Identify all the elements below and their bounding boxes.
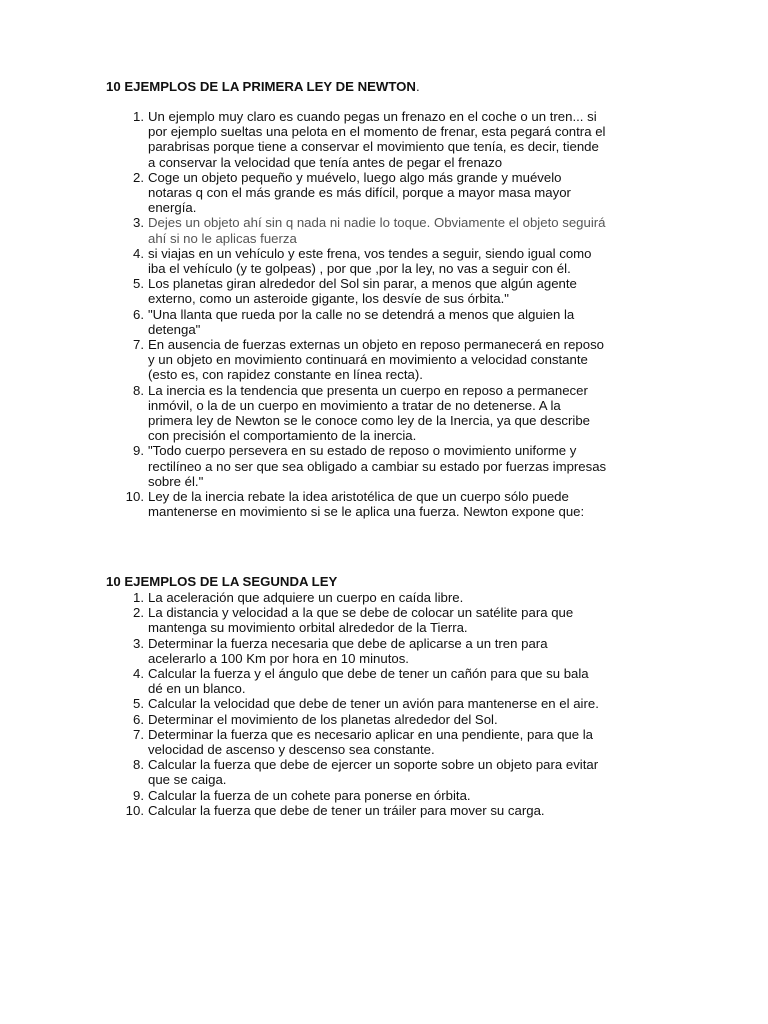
list-item-text — [148, 696, 668, 711]
text-line: a conservar la velocidad que tenía antes de pegar el frenazo — [148, 154, 503, 170]
text-line: En ausencia de fuerzas externas un objeto en reposo permanecerá en reposo — [148, 337, 604, 353]
list-item — [0, 337, 768, 383]
list-item — [0, 696, 768, 711]
list-item — [0, 788, 768, 803]
text-line: externo, como un asteroide gigante, los desvíe de sus órbita." — [148, 291, 509, 307]
list-item — [0, 727, 768, 757]
text-line: iba el vehículo (y te golpeas) , por que ,por la ley, no vas a seguir con él. — [148, 261, 571, 277]
text-line: detenga" — [148, 321, 201, 337]
text-line: notaras q con el más grande es más difícil, porque a mayor masa mayor — [148, 185, 571, 201]
list-item-text — [148, 109, 668, 170]
list-item — [0, 605, 768, 635]
segunda-ley-examples-list — [0, 590, 768, 818]
list-item — [0, 666, 768, 696]
list-item — [0, 276, 768, 306]
list-item-text — [148, 757, 668, 787]
text-line: sobre él." — [148, 473, 204, 489]
list-item — [0, 215, 768, 245]
list-item — [0, 109, 768, 170]
text-line: Los planetas giran alrededor del Sol sin parar, a menos que algún agente — [148, 276, 577, 292]
text-line: Dejes un objeto ahí sin q nada ni nadie lo toque. Obviamente el objeto seguirá — [148, 215, 606, 231]
text-line: energía. — [148, 200, 197, 216]
list-item-text — [148, 337, 668, 383]
list-item-text — [148, 636, 668, 666]
list-item-text — [148, 727, 668, 757]
list-item-number: 2. — [133, 169, 144, 185]
text-line: Calcular la velocidad que debe de tener un avión para mantenerse en el aire. — [148, 696, 599, 712]
list-item-number: 7. — [133, 726, 144, 742]
text-line: (esto es, con rapidez constante en línea recta). — [148, 367, 423, 383]
text-line: inmóvil, o la de un cuerpo en movimiento a tratar de no detenerse. A la — [148, 397, 561, 413]
list-item-text — [148, 590, 668, 605]
list-item-text — [148, 307, 668, 337]
list-item-text — [148, 489, 668, 519]
text-line: Determinar la fuerza necesaria que debe de aplicarse a un tren para — [148, 635, 548, 651]
text-line: Calcular la fuerza y el ángulo que debe de tener un cañón para que su bala — [148, 666, 589, 682]
text-line: acelerarlo a 100 Km por hora en 10 minutos. — [148, 650, 409, 666]
list-item-text — [148, 666, 668, 696]
text-line: y un objeto en movimiento continuará en movimiento a velocidad constante — [148, 352, 588, 368]
text-line: La distancia y velocidad a la que se debe de colocar un satélite para que — [148, 605, 574, 621]
list-item-number: 3. — [133, 215, 144, 231]
list-item-number: 8. — [133, 382, 144, 398]
text-line: La aceleración que adquiere un cuerpo en caída libre. — [148, 590, 464, 605]
list-item-text — [148, 788, 668, 803]
list-item — [0, 757, 768, 787]
list-item — [0, 489, 768, 519]
text-line: que se caiga. — [148, 772, 227, 788]
heading-period: . — [415, 79, 420, 94]
text-line: velocidad de ascenso y descenso sea constante. — [148, 742, 435, 758]
text-line: Calcular la fuerza de un cohete para ponerse en órbita. — [148, 787, 471, 803]
list-item — [0, 246, 768, 276]
list-item-text — [148, 443, 668, 489]
list-item — [0, 383, 768, 444]
list-item-number: 5. — [133, 276, 144, 292]
list-item-text — [148, 215, 668, 245]
text-line: Coge un objeto pequeño y muévelo, luego algo más grande y muévelo — [148, 169, 562, 185]
list-item-text — [148, 605, 668, 635]
text-line: Determinar la fuerza que es necesario aplicar en una pendiente, para que la — [148, 726, 593, 742]
text-line: si viajas en un vehículo y este frena, vos tendes a seguir, siendo igual como — [148, 245, 592, 261]
list-item-number: 10. — [125, 489, 144, 505]
list-item-number: 10. — [125, 802, 144, 818]
list-item-number: 2. — [133, 605, 144, 621]
list-item-number: 4. — [133, 245, 144, 261]
text-line: con precisión el comportamiento de la inercia. — [148, 428, 417, 444]
text-line: Ley de la inercia rebate la idea aristotélica de que un cuerpo sólo puede — [148, 489, 569, 505]
text-line: La inercia es la tendencia que presenta un cuerpo en reposo a permanecer — [148, 382, 588, 398]
list-item-number: 6. — [133, 306, 144, 322]
list-item-number: 9. — [133, 443, 144, 459]
text-line: "Todo cuerpo persevera en su estado de reposo o movimiento uniforme y — [148, 443, 577, 459]
text-line: rectilíneo a no ser que sea obligado a cambiar su estado por fuerzas impresas — [148, 458, 607, 474]
text-line: dé en un blanco. — [148, 681, 246, 697]
list-item-text — [148, 246, 668, 276]
text-line: mantenerse en movimiento si se le aplica una fuerza. Newton expone que: — [148, 504, 585, 520]
section-heading-segunda-ley: 10 EJEMPLOS DE LA SEGUNDA LEY — [106, 574, 338, 589]
text-line: "Una llanta que rueda por la calle no se detendrá a menos que alguien la — [148, 306, 575, 322]
list-item — [0, 636, 768, 666]
list-item-text — [148, 383, 668, 444]
list-item — [0, 803, 768, 818]
text-line: Determinar el movimiento de los planetas alrededor del Sol. — [148, 711, 498, 727]
list-item — [0, 307, 768, 337]
list-item-number: 6. — [133, 711, 144, 727]
text-line: Calcular la fuerza que debe de tener un tráiler para mover su carga. — [148, 802, 545, 818]
list-item-number: 3. — [133, 635, 144, 651]
list-item — [0, 443, 768, 489]
text-line: mantenga su movimiento orbital alrededor de la Tierra. — [148, 620, 468, 636]
list-item-number: 4. — [133, 666, 144, 682]
list-item-number: 9. — [133, 787, 144, 803]
list-item-text — [148, 276, 668, 306]
list-item — [0, 590, 768, 605]
list-item — [0, 170, 768, 216]
list-item-number: 5. — [133, 696, 144, 712]
text-line: Un ejemplo muy claro es cuando pegas un frenazo en el coche o un tren... si — [148, 109, 597, 124]
list-item-number: 1. — [133, 590, 144, 605]
text-line: parabrisas porque tiene a conservar el movimiento que tenía, es decir, tiende — [148, 139, 599, 155]
text-line: por ejemplo sueltas una pelota en el momento de frenar, esta pegará contra el — [148, 124, 606, 140]
list-item-text — [148, 170, 668, 216]
list-item-number: 1. — [133, 109, 144, 124]
text-line: primera ley de Newton se le conoce como ley de la Inercia, ya que describe — [148, 413, 591, 429]
list-item-text — [148, 712, 668, 727]
list-item-number: 7. — [133, 337, 144, 353]
text-line: ahí si no le aplicas fuerza — [148, 230, 297, 246]
list-item — [0, 712, 768, 727]
text-line: Calcular la fuerza que debe de ejercer un soporte sobre un objeto para evitar — [148, 757, 599, 773]
list-item-text — [148, 803, 668, 818]
list-item-number: 8. — [133, 757, 144, 773]
heading-text: 10 EJEMPLOS DE LA PRIMERA LEY DE NEWTON — [106, 79, 416, 94]
section-heading-primera-ley — [106, 79, 420, 95]
primera-ley-examples-list — [0, 109, 768, 519]
